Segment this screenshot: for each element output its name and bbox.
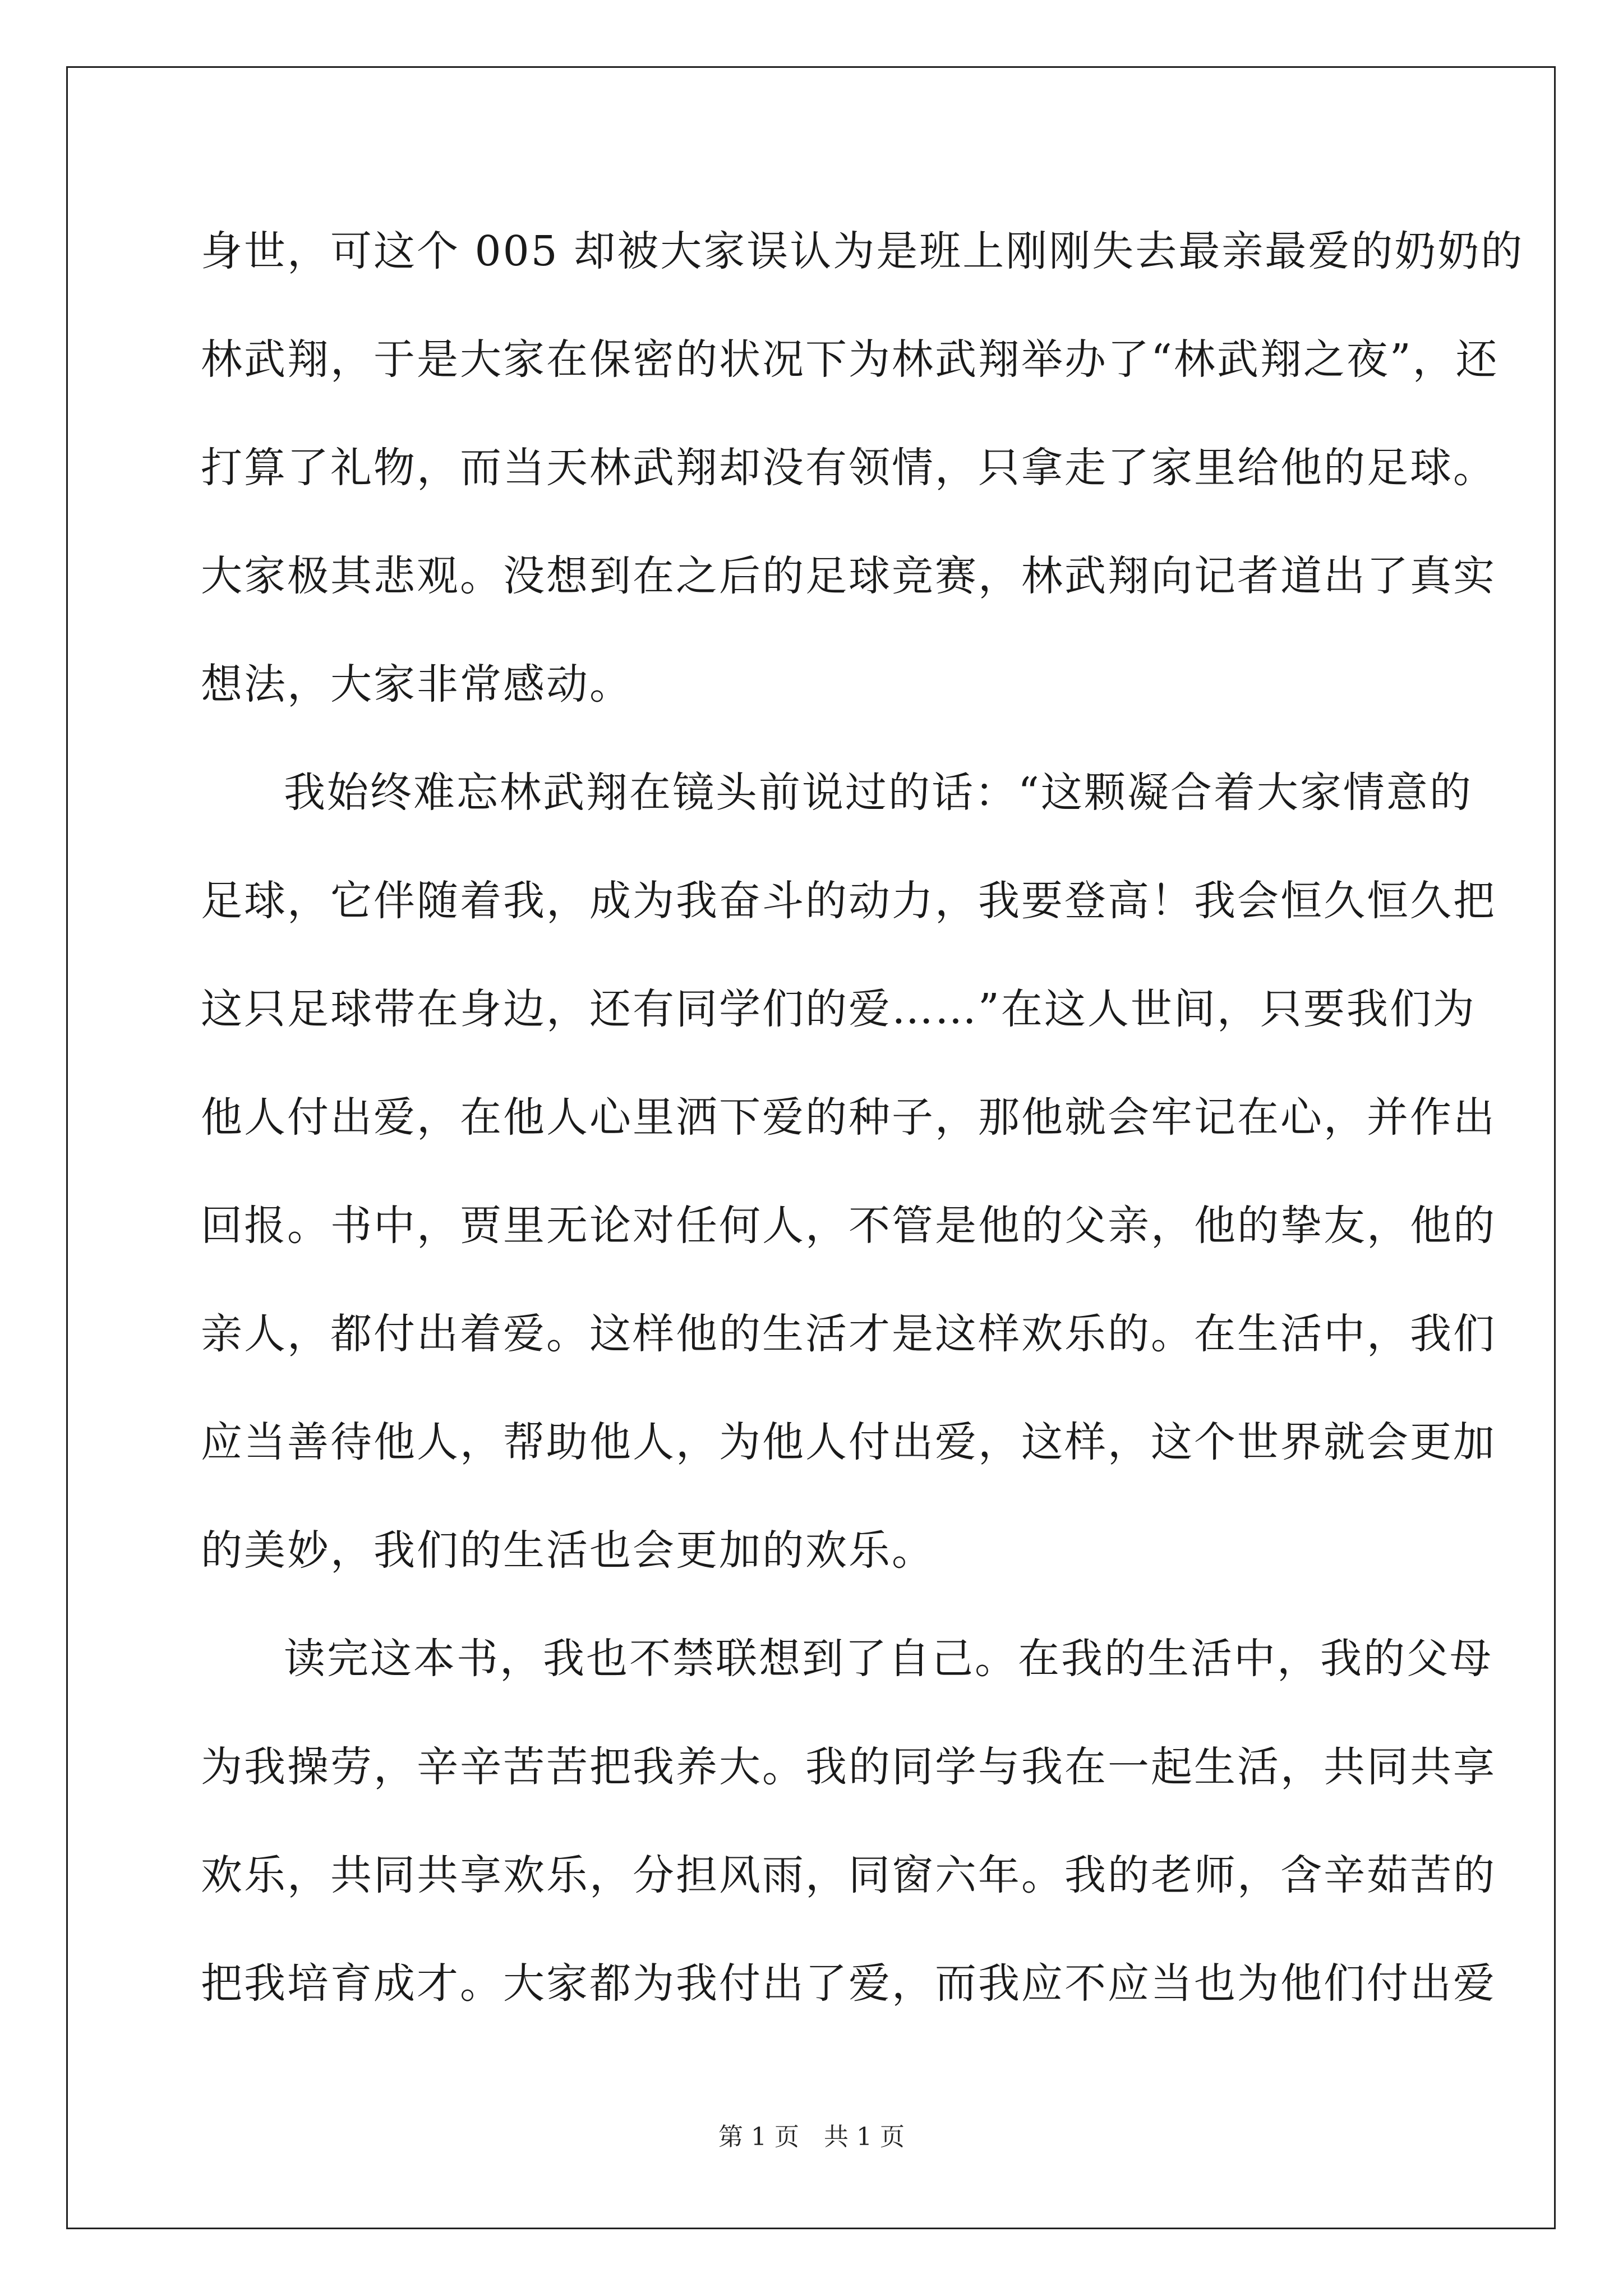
text-line: 他人付出爱，在他人心里洒下爱的种子，那他就会牢记在心，并作出 [201, 1093, 1496, 1142]
text-line: 应当善待他人，帮助他人，为他人付出爱，这样，这个世界就会更加 [201, 1418, 1496, 1466]
paragraph-start-line: 读完这本书，我也不禁联想到了自己。在我的生活中，我的父母 [284, 1635, 1493, 1683]
text-line: 亲人，都付出着爱。这样他的生活才是这样欢乐的。在生活中，我们 [201, 1310, 1496, 1358]
text-line: 想法，大家非常感动。 [201, 660, 633, 708]
text-line: 回报。书中，贾里无论对任何人，不管是他的父亲，他的挚友，他的 [201, 1202, 1496, 1250]
text-line: 为我操劳，辛辛苦苦把我养大。我的同学与我在一起生活，共同共享 [201, 1743, 1496, 1791]
text-line: 大家极其悲观。没想到在之后的足球竞赛，林武翔向记者道出了真实 [201, 552, 1496, 600]
text-line: 这只足球带在身边，还有同学们的爱……”在这人世间，只要我们为 [201, 985, 1476, 1033]
text-line: 的美妙，我们的生活也会更加的欢乐。 [201, 1526, 935, 1575]
text-line: 把我培育成才。大家都为我付出了爱，而我应不应当也为他们付出爱 [201, 1959, 1496, 2008]
text-line: 身世，可这个 005 却被大家误认为是班上刚刚失去最亲最爱的奶奶的 [201, 227, 1524, 275]
document-body [201, 197, 1524, 2038]
text-line: 足球，它伴随着我，成为我奋斗的动力，我要登高！我会恒久恒久把 [201, 877, 1496, 925]
text-line: 打算了礼物，而当天林武翔却没有领情，只拿走了家里给他的足球。 [201, 444, 1496, 492]
text-line: 林武翔，于是大家在保密的状况下为林武翔举办了“林武翔之夜”，还 [201, 335, 1499, 384]
page-number-footer: 第 1 页 共 1 页 [718, 2123, 905, 2151]
paragraph-start-line: 我始终难忘林武翔在镜头前说过的话：“这颗凝合着大家情意的 [284, 769, 1473, 817]
text-line: 欢乐，共同共享欢乐，分担风雨，同窗六年。我的老师，含辛茹苦的 [201, 1851, 1496, 1899]
